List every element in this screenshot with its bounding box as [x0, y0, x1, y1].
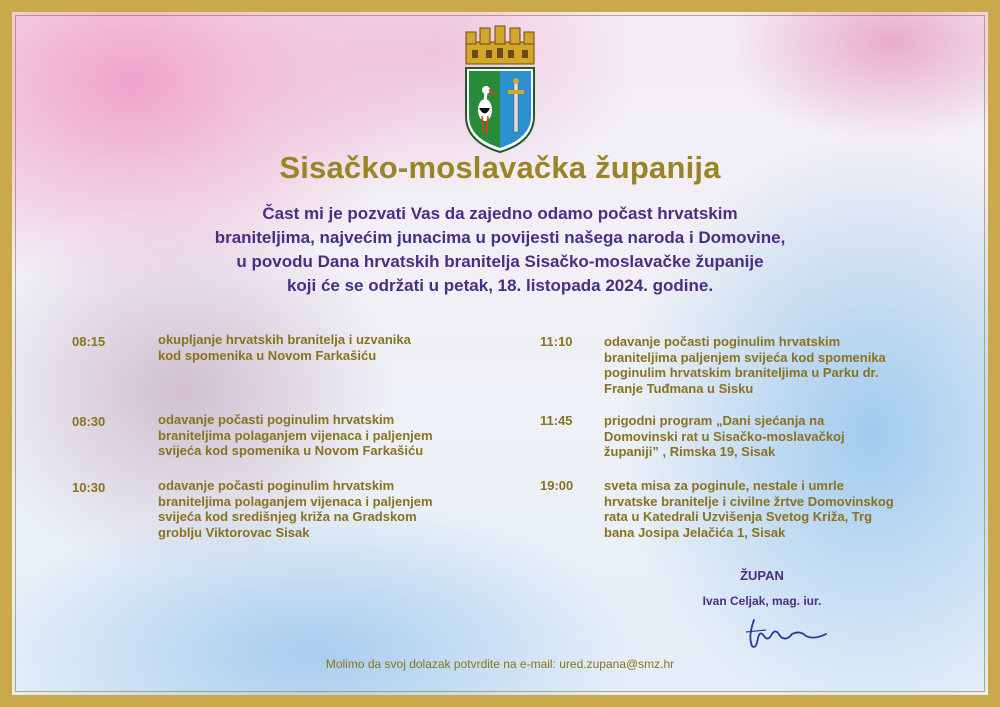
- schedule-time: 11:45: [540, 413, 573, 428]
- schedule-time: 11:10: [540, 334, 573, 349]
- schedule-line: odavanje počasti poginulim hrvatskim: [604, 334, 841, 349]
- schedule-line: poginulim hrvatskim braniteljima u Parku dr.: [604, 365, 879, 380]
- schedule-line: Franje Tuđmana u Sisku: [604, 380, 754, 396]
- schedule-time: 19:00: [540, 478, 574, 493]
- schedule-line: odavanje počasti poginulim hrvatskim: [158, 478, 395, 493]
- schedule-time: 08:15: [72, 334, 106, 349]
- intro-line: koji će se održati u petak, 18. listopada 2024. godine.: [286, 276, 714, 295]
- intro-line: Čast mi je pozvati Vas da zajedno odamo počast hrvatskim: [262, 204, 738, 223]
- schedule-line: svijeća kod spomenika u Novom Farkašiću: [158, 443, 424, 458]
- rsvp-note: Molimo da svoj dolazak potvrdite na e-mail: ured.zupana@smz.hr: [325, 657, 675, 671]
- page-title: Sisačko-moslavačka županija: [279, 150, 721, 185]
- schedule-line: braniteljima polaganjem vijenaca i paljenjem: [158, 427, 433, 443]
- coat-of-arms-icon: [462, 24, 538, 154]
- schedule-description: [158, 412, 478, 459]
- schedule-line: sveta misa za poginule, nestale i umrle: [604, 478, 844, 493]
- signatory-name: Ivan Celjak, mag. iur.: [702, 594, 822, 608]
- intro-line: u povodu Dana hrvatskih branitelja Sisačko-moslavačke županije: [236, 252, 764, 271]
- schedule-description: [604, 413, 944, 460]
- schedule-line: prigodni program „Dani sjećanja na: [604, 413, 825, 428]
- schedule-line: braniteljima paljenjem svijeća kod spomenika: [604, 349, 886, 365]
- schedule-description: [604, 478, 964, 540]
- schedule-time: 08:30: [72, 414, 106, 429]
- schedule-line: okupljanje hrvatskih branitelja i uzvanika: [158, 332, 411, 347]
- schedule-description: [158, 332, 478, 363]
- schedule-line: Domovinski rat u Sisačko-moslavačkoj: [604, 428, 845, 444]
- signature-icon: [734, 612, 834, 652]
- schedule-description: [158, 478, 488, 540]
- schedule-line: rata u Katedrali Uzvišenja Svetog Križa, Trg: [604, 509, 873, 524]
- schedule-line: bana Josipa Jelačića 1, Sisak: [604, 524, 786, 540]
- schedule-time: 10:30: [72, 480, 106, 495]
- schedule-line: hrvatske branitelje i civilne žrtve Domovinskog: [604, 493, 894, 509]
- signatory-title: ŽUPAN: [740, 568, 784, 583]
- invitation-text: [12, 202, 988, 298]
- schedule-line: groblju Viktorovac Sisak: [158, 524, 310, 540]
- schedule-line: odavanje počasti poginulim hrvatskim: [158, 412, 395, 427]
- schedule-line: braniteljima polaganjem vijenaca i paljenjem: [158, 493, 433, 509]
- schedule-line: kod spomenika u Novom Farkašiću: [158, 347, 377, 363]
- invitation-card: [12, 12, 988, 695]
- schedule-description: [604, 334, 944, 396]
- intro-line: braniteljima, najvećim junacima u povijesti našega naroda i Domovine,: [214, 228, 786, 247]
- schedule-line: svijeća kod središnjeg križa na Gradskom: [158, 509, 417, 524]
- schedule-line: županiji” , Rimska 19, Sisak: [604, 444, 776, 459]
